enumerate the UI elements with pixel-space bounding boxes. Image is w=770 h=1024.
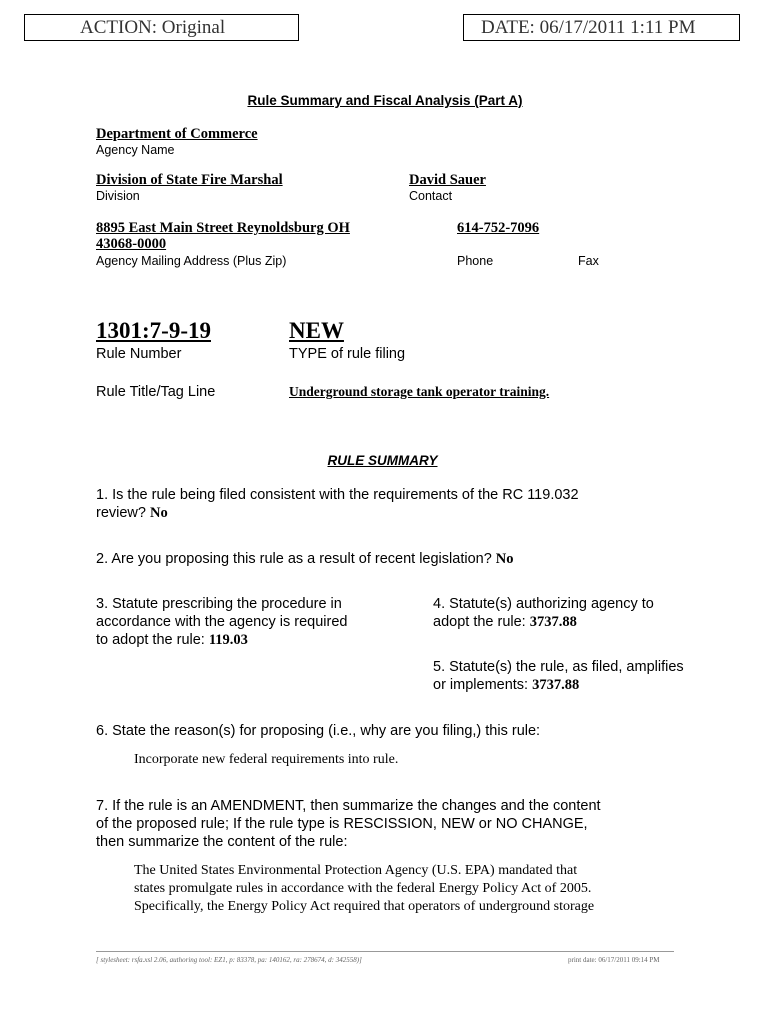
action-text: ACTION: Original — [80, 17, 226, 38]
question-7-answer-line1: The United States Environmental Protection Agency (U.S. EPA) mandated that — [134, 863, 578, 878]
question-4-line1: 4. Statute(s) authorizing agency to — [433, 596, 654, 612]
address-line2: 43068-0000 — [96, 236, 167, 252]
question-3-line1: 3. Statute prescribing the procedure in — [96, 596, 342, 612]
question-4-line2 — [433, 613, 733, 631]
date-text: DATE: 06/17/2011 1:11 PM — [481, 17, 696, 38]
question-7-answer-line3: Specifically, the Energy Policy Act required that operators of underground storage — [134, 899, 595, 914]
question-1 — [96, 486, 736, 522]
rule-summary-heading: RULE SUMMARY — [327, 453, 438, 468]
question-2-text: 2. Are you proposing this rule as a result of recent legislation? — [96, 551, 492, 567]
question-1-line1: 1. Is the rule being filed consistent with the requirements of the RC 119.032 — [96, 487, 579, 503]
date-box — [463, 14, 740, 41]
question-3-answer: 119.03 — [208, 632, 248, 648]
phone-value: 614-752-7096 — [457, 220, 540, 236]
question-3-text: to adopt the rule: — [96, 632, 205, 648]
question-4-text: adopt the rule: — [433, 614, 526, 630]
footer-stylesheet: [ stylesheet: rsfa.xsl 2.06, authoring tool: EZ1, p: 83378, pa: 140162, ra: 278674, d: 342558)] — [96, 956, 362, 964]
page-title: Rule Summary and Fiscal Analysis (Part A) — [247, 93, 523, 108]
question-5-line1: 5. Statute(s) the rule, as filed, amplifies — [433, 659, 684, 675]
question-4-answer: 3737.88 — [529, 614, 577, 630]
question-3 — [96, 595, 416, 649]
question-1-answer: No — [150, 505, 168, 521]
question-3-line2: accordance with the agency is required — [96, 614, 348, 630]
question-5 — [433, 658, 743, 694]
question-7-answer — [134, 862, 734, 916]
rule-type: NEW — [289, 318, 344, 343]
action-box — [24, 14, 299, 41]
question-5-text: or implements: — [433, 677, 529, 693]
question-1-text: review? — [96, 505, 146, 521]
footer-divider — [96, 951, 674, 952]
question-7-answer-line2: states promulgate rules in accordance with the federal Energy Policy Act of 2005. — [134, 881, 592, 896]
question-7-line2: of the proposed rule; If the rule type is RESCISSION, NEW or NO CHANGE, — [96, 816, 588, 832]
question-4 — [433, 595, 733, 631]
question-6-answer: Incorporate new federal requirements into rule. — [134, 752, 399, 767]
question-3-line3 — [96, 631, 416, 649]
footer-print-date: print date: 06/17/2011 09:14 PM — [568, 956, 660, 964]
question-7-line1: 7. If the rule is an AMENDMENT, then summarize the changes and the content — [96, 798, 601, 814]
address-line1: 8895 East Main Street Reynoldsburg OH — [96, 220, 350, 236]
phone-label: Phone — [457, 254, 494, 268]
contact-name: David Sauer — [409, 172, 486, 188]
question-6: 6. State the reason(s) for proposing (i.e., why are you filing,) this rule: — [96, 723, 541, 739]
question-7-line3: then summarize the content of the rule: — [96, 834, 348, 850]
rule-number-label: Rule Number — [96, 346, 182, 362]
rule-title-label: Rule Title/Tag Line — [96, 384, 216, 400]
contact-label: Contact — [409, 189, 453, 203]
agency-name-label: Agency Name — [96, 143, 175, 157]
question-7 — [96, 797, 746, 851]
rule-title: Underground storage tank operator training. — [289, 384, 550, 399]
question-5-answer: 3737.88 — [532, 677, 580, 693]
question-2-answer: No — [495, 551, 514, 567]
rule-number: 1301:7-9-19 — [96, 318, 211, 343]
division-label: Division — [96, 189, 140, 203]
question-5-line2 — [433, 676, 743, 694]
division-name: Division of State Fire Marshal — [96, 172, 283, 188]
address-label: Agency Mailing Address (Plus Zip) — [96, 254, 287, 268]
agency-name: Department of Commerce — [96, 126, 258, 142]
fax-label: Fax — [578, 254, 599, 268]
question-2 — [96, 550, 736, 568]
rule-type-label: TYPE of rule filing — [289, 346, 406, 362]
question-1-line2 — [96, 504, 736, 522]
